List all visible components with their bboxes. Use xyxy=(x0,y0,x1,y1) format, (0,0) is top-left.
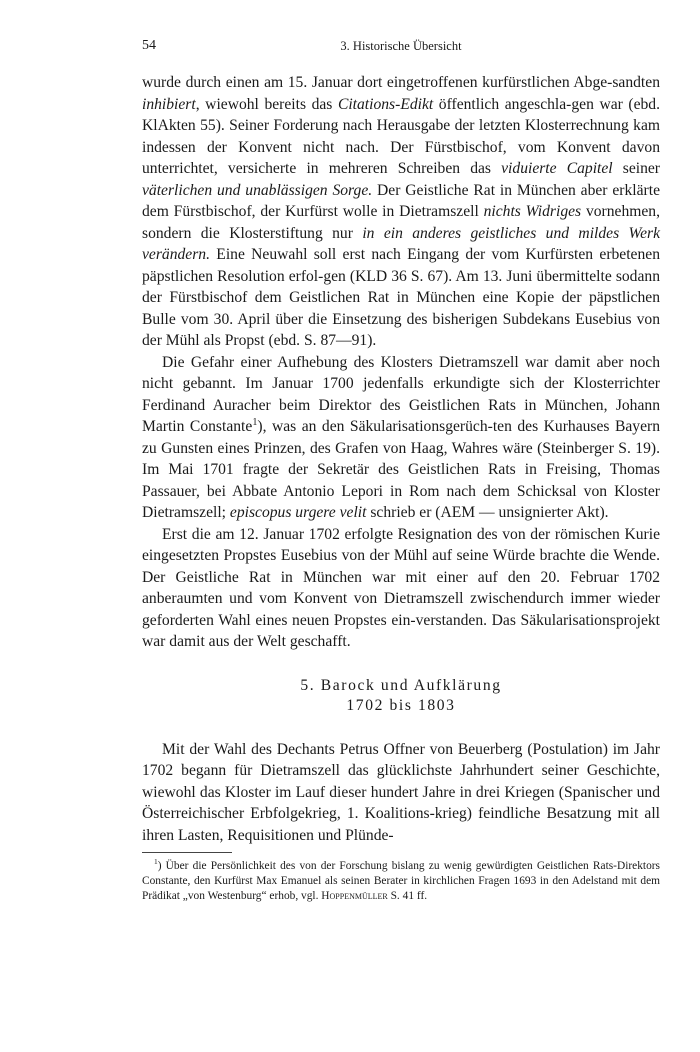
text-run: schrieb er (AEM — unsignierter Akt). xyxy=(366,504,609,521)
italic-term: Citations-Edikt xyxy=(337,95,434,113)
paragraph xyxy=(142,352,660,524)
paragraph xyxy=(142,72,660,352)
text-run: wurde durch einen am 15. Januar dort eingetroffenen kurfürstlichen Abge-sandten xyxy=(142,74,660,91)
paragraph: Mit der Wahl des Dechants Petrus Offner von Beuerberg (Postulation) im Jahr 1702 begann für Dietramszell das glücklichste Jahrhundert seiner Geschichte, wiewohl das Kloster im Lauf dieser hundert Jahre in drei Kriegen (Spanischer und Österreichischer Erbfolgekrieg, 1. Koalitions-krieg) feindliche Besatzung mit all ihren Lasten, Requisitionen und Plünde- xyxy=(142,740,660,844)
section-heading xyxy=(142,676,660,716)
footnote xyxy=(142,859,660,905)
italic-term: inhibiert xyxy=(142,95,196,113)
section-date-range: 1702 bis 1803 xyxy=(346,696,456,714)
footnote-divider xyxy=(142,852,232,853)
running-head: 3. Historische Übersicht xyxy=(340,39,462,53)
text-run: seiner xyxy=(612,160,660,177)
footnote-reference[interactable]: 1 xyxy=(252,416,258,428)
text-run: vornehmen, sondern die Klosterstiftung nur xyxy=(142,203,660,242)
author-name: Hoppenmüller xyxy=(321,890,388,903)
text-run: Die Gefahr einer Aufhebung des Klosters Dietramszell war damit aber noch nicht gebannt. Im Januar 1700 jedenfalls erkundigte sich der Klosterrichter Ferdinand Auracher beim Direktor des Geistlichen Rats in München, Johann Martin Constante xyxy=(142,353,660,435)
text-run: Eine Neuwahl soll erst nach Eingang der vom Kurfürsten erbetenen päpstlichen Resolution erfol-gen (KLD 36 S. 67). Am 13. Juni übermittelte sodann der Fürstbischof dem Geistlichen Rat in München eine Kopie der päpstlichen Bulle vom 30. April über die Einsetzung des bisherigen Subdekans Eusebius von der Mühl als Propst (ebd. S. 87—91). xyxy=(142,246,660,349)
italic-term: viduierte Capitel xyxy=(501,160,613,177)
text-run: ), was an den Säkularisationsgerüch-ten des Kurhauses Bayern zu Gunsten eines Prinzen, des Grafen von Haag, Wahres wäre (Steinberger S. 19). Im Mai 1701 fragte der Sekretär des Geistlichen Rats in Freising, Thomas Passauer, bei Abbate Antonio Lepori in Rom nach dem Schicksal von Kloster Dietramszell; xyxy=(142,418,660,521)
italic-term: väterlichen und unablässigen Sorge. xyxy=(142,181,373,199)
book-page xyxy=(142,38,660,905)
page-number: 54 xyxy=(142,38,156,53)
italic-term: in ein anderes geistliches und mildes Werk verändern. xyxy=(142,224,660,263)
main-text xyxy=(142,72,660,905)
text-run: ) Über die Persönlichkeit des von der Forschung bislang zu wenig gewürdigten Geistlichen Rats-Direktors Constante, den Kurfürst Max Emanuel als seinen Berater in kirchlichen Fragen 1693 in den Adelstand mit dem Prädikat „von Westenburg“ erhob, vgl. xyxy=(142,860,660,903)
italic-term: nichts Widriges xyxy=(483,203,582,220)
section-title: 5. Barock und Aufklärung xyxy=(300,676,502,694)
footnote-marker: 1 xyxy=(154,857,158,867)
paragraph: Erst die am 12. Januar 1702 erfolgte Resignation des von der römischen Kurie eingesetzten Propstes Eusebius von der Mühl auf seine Würde brachte die Wende. Der Geistliche Rat in München war mit einer auf den 20. Februar 1702 anberaumten und vom Konvent von Dietramszell zwischendurch immer wieder geforderten Wahl eines neuen Propstes ein-verstanden. Das Säkularisationsprojekt war damit aus der Welt geschafft. xyxy=(142,525,660,650)
text-run: Der Geistliche Rat in München aber erklärte dem Fürstbischof, der Kurfürst wolle in Dietramszell xyxy=(142,181,660,220)
text-run: S. 41 ff. xyxy=(387,890,428,903)
text-run: öffentlich angeschla-gen war (ebd. KlAkten 55). Seiner Forderung nach Herausgabe der letzten Klosterrechnung kam indessen der Konvent nicht nach. Der Fürstbischof, vom Konvent davon unterrichtet, versicherte in mehreren Schreiben das xyxy=(142,95,660,177)
page-header xyxy=(142,38,660,60)
italic-term: episcopus urgere velit xyxy=(229,504,367,521)
text-run: , wiewohl bereits das xyxy=(195,95,338,113)
